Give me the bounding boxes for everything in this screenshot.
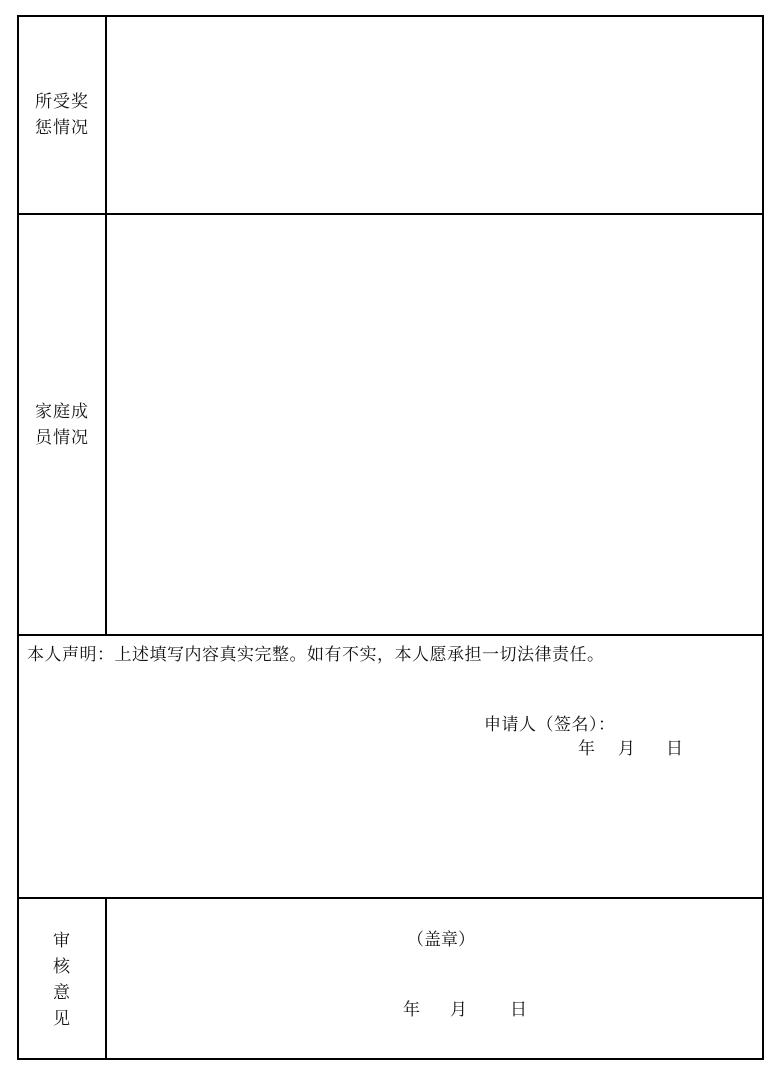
review-row: [19, 899, 762, 1060]
review-label: 审核意见: [53, 930, 71, 1029]
family-row: [19, 215, 762, 636]
family-label-cell: [19, 215, 107, 634]
awards-label-cell: [19, 17, 107, 213]
declaration-date: [578, 734, 683, 759]
declaration-month-label: 月: [618, 739, 635, 759]
declaration-statement: 本人声明：上述填写内容真实完整。如有不实，本人愿承担一切法律责任。: [27, 645, 605, 665]
declaration-day-label: 日: [666, 739, 683, 759]
application-form: [17, 15, 764, 1060]
family-content-field[interactable]: [107, 215, 762, 634]
family-label: 家庭成员情况: [35, 401, 89, 448]
review-year-label: 年: [403, 1000, 420, 1020]
review-date: [403, 995, 527, 1020]
review-day-label: 日: [510, 1000, 527, 1020]
declaration-year-label: 年: [578, 739, 595, 759]
review-label-cell: [19, 899, 107, 1060]
awards-label: 所受奖惩情况: [35, 92, 89, 138]
review-content-field[interactable]: [107, 899, 762, 1060]
declaration-row: [19, 636, 762, 899]
stamp-label: （盖章）: [407, 930, 475, 950]
awards-row: [19, 17, 762, 215]
review-month-label: 月: [450, 1000, 467, 1020]
applicant-signature-label: 申请人（签名）：: [484, 715, 616, 735]
awards-content-field[interactable]: [107, 17, 762, 213]
